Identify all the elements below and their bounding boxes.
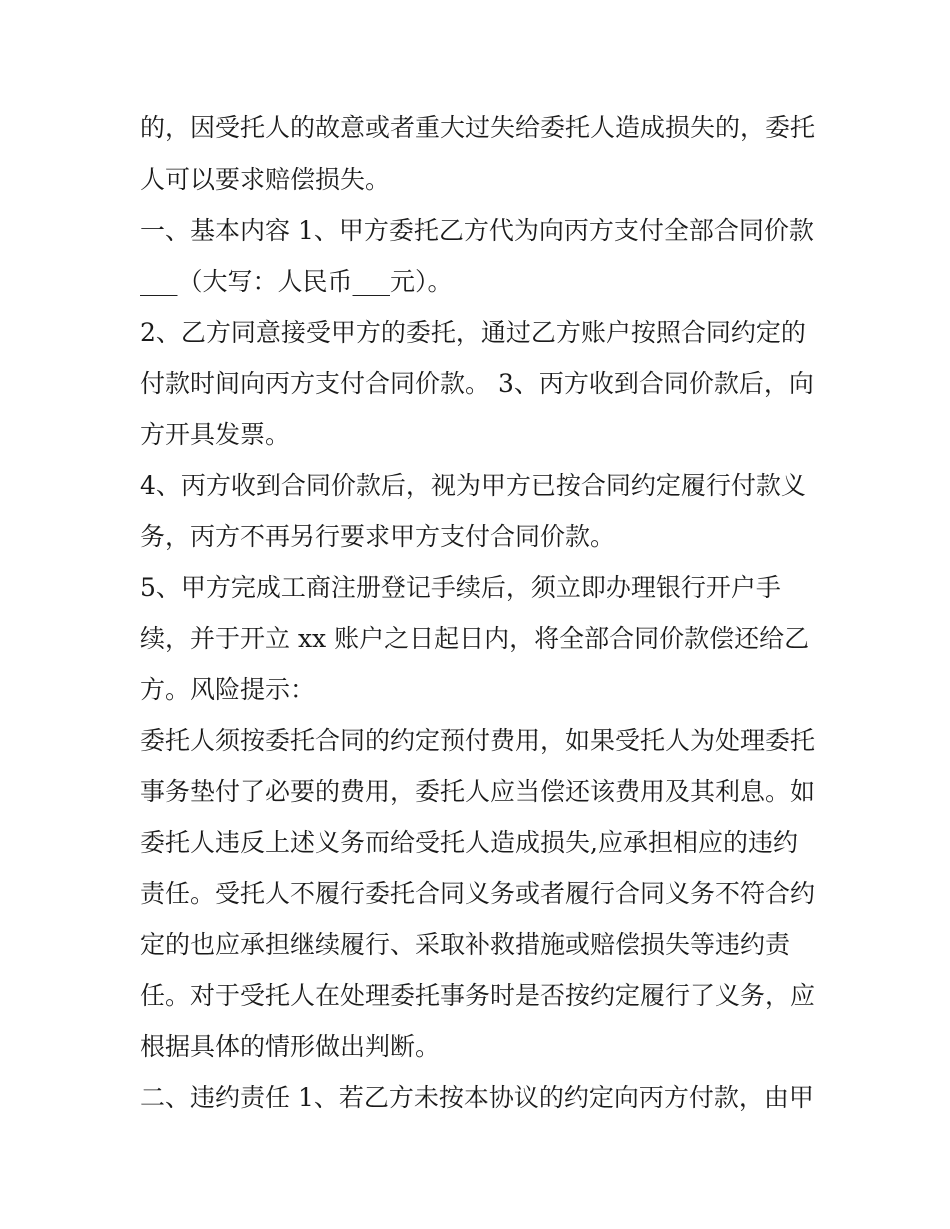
- text-line: 续，并于开立 xx 账户之日起日内，将全部合同价款偿还给乙: [140, 624, 810, 653]
- text-line: 人可以要求赔偿损失。: [140, 165, 391, 194]
- text-line: 任。对于受托人在处理委托事务时是否按约定履行了义务，应: [140, 981, 816, 1010]
- text-line: 付款时间向丙方支付合同价款。 3、丙方收到合同价款后，向: [140, 369, 814, 398]
- text-line: 5、甲方完成工商注册登记手续后，须立即办理银行开户手: [140, 573, 781, 602]
- text-line: 2、乙方同意接受甲方的委托，通过乙方账户按照合同约定的: [140, 318, 806, 347]
- text-line: 4、丙方收到合同价款后，视为甲方已按合同约定履行付款义: [140, 471, 806, 500]
- text-line: 委托人违反上述义务而给受托人造成损失,应承担相应的违约: [140, 828, 798, 857]
- text-line: 定的也应承担继续履行、采取补救措施或赔偿损失等违约责: [140, 930, 791, 959]
- text-line: 方开具发票。: [140, 420, 291, 449]
- text-line: 一、基本内容 1、甲方委托乙方代为向丙方支付全部合同价款: [140, 216, 814, 245]
- text-line: 责任。受托人不履行委托合同义务或者履行合同义务不符合约: [140, 879, 816, 908]
- text-line: 事务垫付了必要的费用，委托人应当偿还该费用及其利息。如: [140, 777, 816, 806]
- text-line: 根据具体的情形做出判断。: [140, 1032, 441, 1061]
- text-line: 方。风险提示：: [140, 675, 316, 704]
- text-line: 二、违约责任 1、若乙方未按本协议的约定向丙方付款，由甲: [140, 1083, 814, 1112]
- text-line: 务，丙方不再另行要求甲方支付合同价款。: [140, 522, 616, 551]
- text-line: 的，因受托人的故意或者重大过失给委托人造成损失的，委托: [140, 113, 816, 142]
- text-line: ___（大写：人民币___元）。: [140, 267, 453, 296]
- text-line: 委托人须按委托合同的约定预付费用，如果受托人为处理委托: [140, 726, 816, 755]
